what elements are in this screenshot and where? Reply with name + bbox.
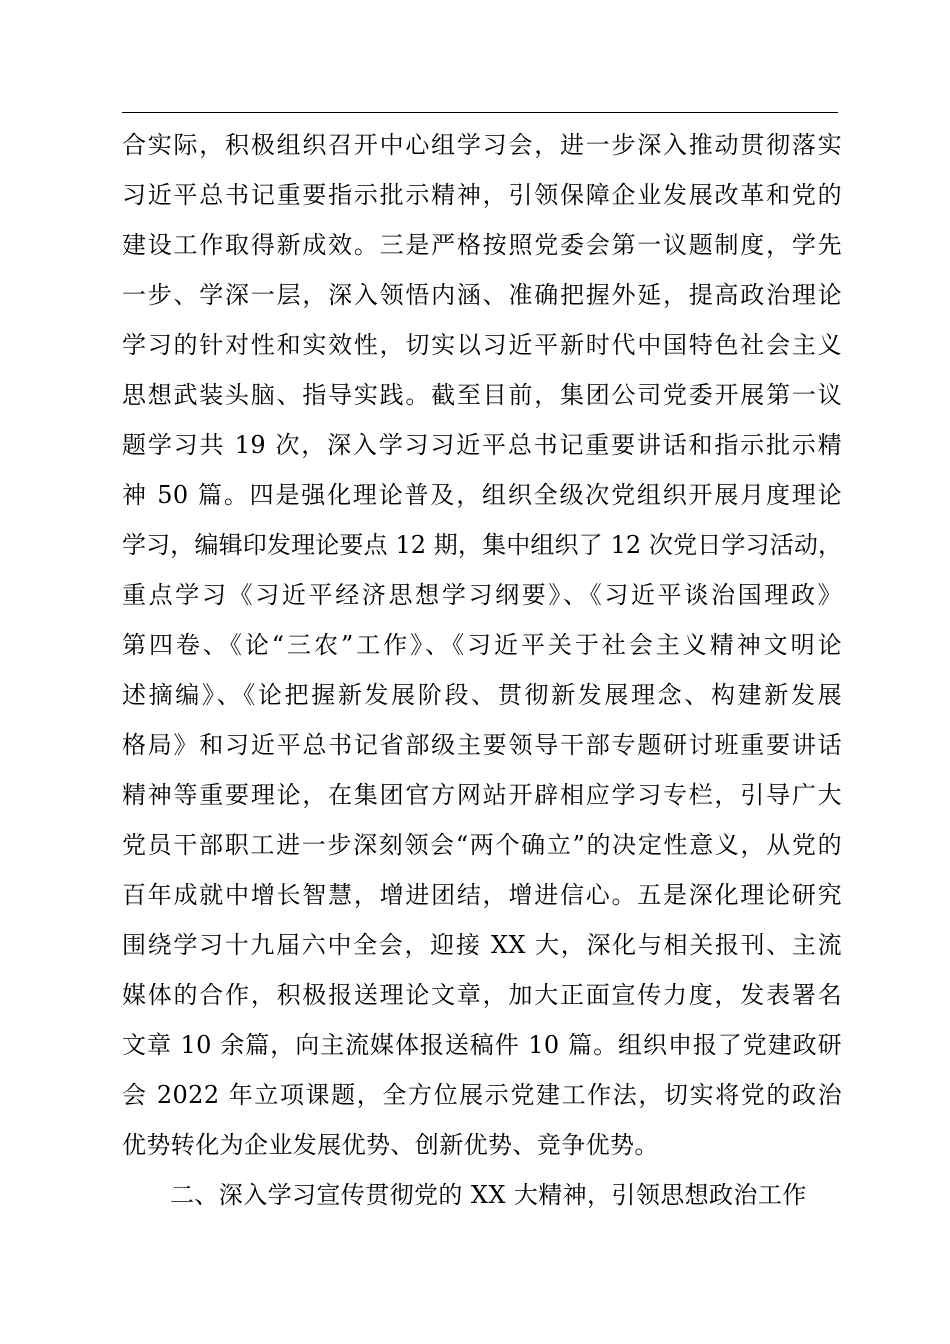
- paragraph-line: 会 2022 年立项课题，全方位展示党建工作法，切实将党的政治: [122, 1081, 842, 1109]
- paragraph-line: 文章 10 余篇，向主流媒体报送稿件 10 篇。组织申报了党建政研: [122, 1031, 842, 1059]
- paragraph-line: 党员干部职工进一步深刻领会“两个确立”的决定性意义，从党的: [122, 831, 842, 859]
- paragraph-line: 精神等重要理论，在集团官方网站开辟相应学习专栏，引导广大: [122, 781, 842, 809]
- paragraph-line: 题学习共 19 次，深入学习习近平总书记重要讲话和指示批示精: [122, 431, 842, 459]
- paragraph-line: 思想武装头脑、指导实践。截至目前，集团公司党委开展第一议: [122, 381, 842, 409]
- paragraph-line: 优势转化为企业发展优势、创新优势、竞争优势。: [122, 1131, 659, 1159]
- body-text: [122, 120, 842, 1220]
- paragraph-line: 媒体的合作，积极报送理论文章，加大正面宣传力度，发表署名: [122, 981, 842, 1009]
- paragraph-line: 格局》和习近平总书记省部级主要领导干部专题研讨班重要讲话: [122, 731, 842, 759]
- paragraph-line: 神 50 篇。四是强化理论普及，组织全级次党组织开展月度理论: [122, 481, 842, 509]
- paragraph-line: 学习的针对性和实效性，切实以习近平新时代中国特色社会主义: [122, 331, 842, 359]
- paragraph-line: 重点学习《习近平经济思想学习纲要》、《习近平谈治国理政》: [122, 581, 842, 609]
- paragraph-line: 习近平总书记重要指示批示精神，引领保障企业发展改革和党的: [122, 181, 842, 209]
- paragraph-line: 合实际，积极组织召开中心组学习会，进一步深入推动贯彻落实: [122, 131, 842, 159]
- paragraph-line: 建设工作取得新成效。三是严格按照党委会第一议题制度，学先: [122, 231, 842, 259]
- paragraph-line: 述摘编》、《论把握新发展阶段、贯彻新发展理念、构建新发展: [122, 681, 842, 709]
- paragraph-line: 百年成就中增长智慧，增进团结，增进信心。五是深化理论研究: [122, 881, 842, 909]
- header-rule: [122, 112, 838, 113]
- section-heading: 二、深入学习宣传贯彻党的 XX 大精神，引领思想政治工作: [170, 1181, 807, 1209]
- paragraph-line: 围绕学习十九届六中全会，迎接 XX 大，深化与相关报刊、主流: [122, 931, 842, 959]
- paragraph-line: 第四卷、《论“三农”工作》、《习近平关于社会主义精神文明论: [122, 631, 842, 659]
- paragraph-line: 一步、学深一层，深入领悟内涵、准确把握外延，提高政治理论: [122, 281, 842, 309]
- paragraph-line: 学习，编辑印发理论要点 12 期，集中组织了 12 次党日学习活动，: [122, 531, 842, 559]
